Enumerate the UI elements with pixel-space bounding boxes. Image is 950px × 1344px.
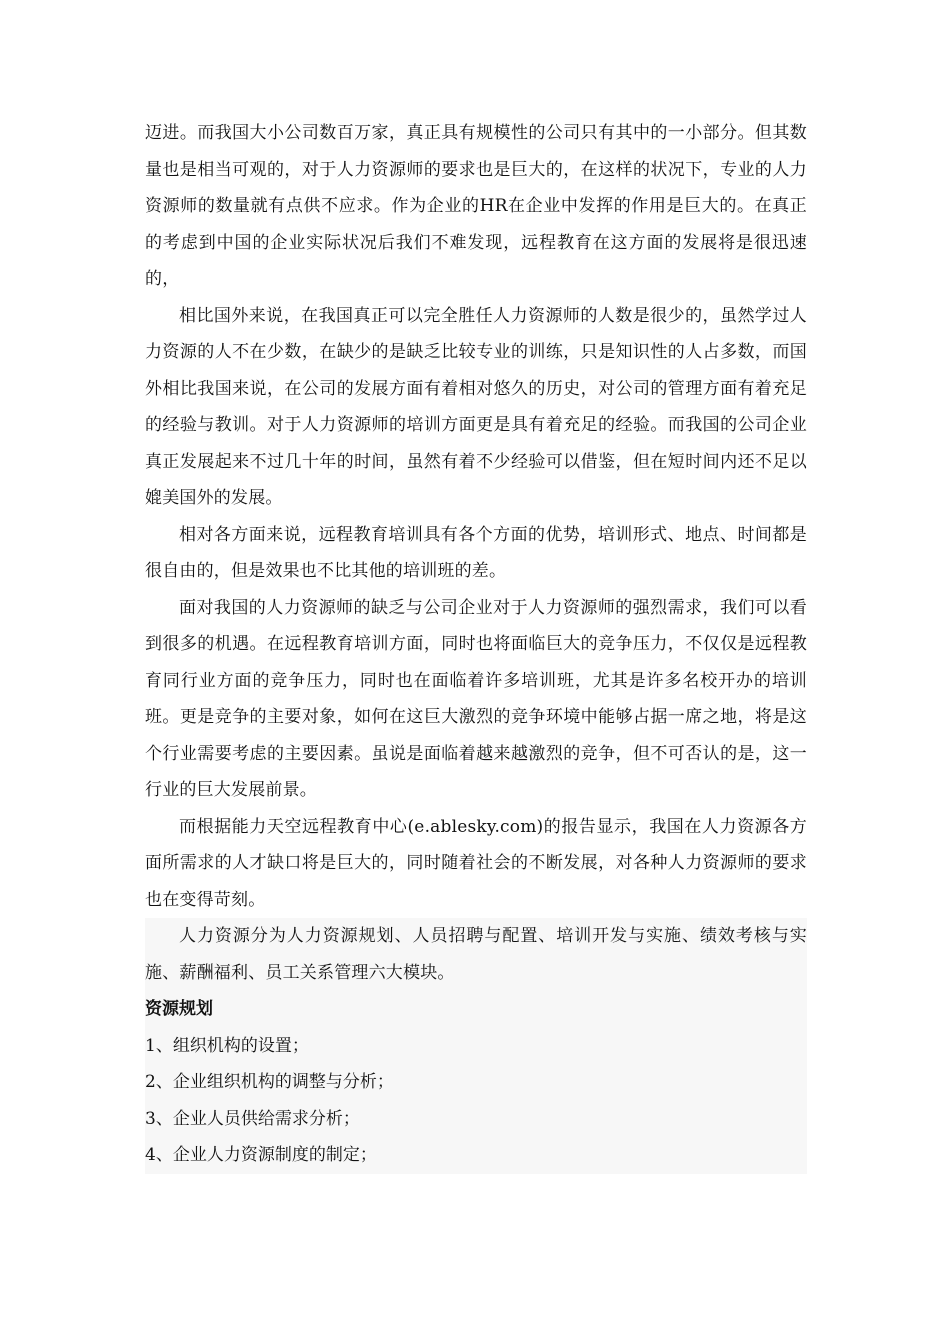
- list-item-2: 2、企业组织机构的调整与分析；: [145, 1072, 394, 1092]
- paragraph-1: 迈进。而我国大小公司数百万家，真正具有规模性的公司只有其中的一小部分。但其数量也是相当可观的，对于人力资源师的要求也是巨大的，在这样的状况下，专业的人力资源师的数量就有点供不应求。作为企业的HR在企业中发挥的作用是巨大的。在真正的考虑到中国的企业实际状况后我们不难发现，远程教育在这方面的发展将是很迅速的，: [145, 123, 807, 289]
- paragraph-5: 而根据能力天空远程教育中心(e.ablesky.com)的报告显示，我国在人力资源各方面所需求的人才缺口将是巨大的，同时随着社会的不断发展，对各种人力资源师的要求也在变得苛刻。: [145, 816, 807, 910]
- list-item-4: 4、企业人力资源制度的制定；: [145, 1145, 377, 1165]
- modules-intro: 人力资源分为人力资源规划、人员招聘与配置、培训开发与实施、绩效考核与实施、薪酬福利、员工关系管理六大模块。: [145, 926, 807, 983]
- section-heading: 资源规划: [145, 999, 213, 1019]
- modules-section: [145, 918, 807, 1174]
- list-item-3: 3、企业人员供给需求分析；: [145, 1108, 360, 1129]
- paragraph-3: 相对各方面来说，远程教育培训具有各个方面的优势，培训形式、地点、时间都是很自由的，但是效果也不比其他的培训班的差。: [145, 524, 807, 581]
- paragraph-4: 面对我国的人力资源师的缺乏与公司企业对于人力资源师的强烈需求，我们可以看到很多的机遇。在远程教育培训方面，同时也将面临巨大的竞争压力，不仅仅是远程教育同行业方面的竞争压力，同时也在面临着许多培训班，尤其是许多名校开办的培训班。更是竞争的主要对象，如何在这巨大激烈的竞争环境中能够占据一席之地，将是这个行业需要考虑的主要因素。虽说是面临着越来越激烈的竞争，但不可否认的是，这一行业的巨大发展前景。: [145, 597, 807, 800]
- document-page: [145, 115, 807, 1174]
- paragraph-2: 相比国外来说，在我国真正可以完全胜任人力资源师的人数是很少的，虽然学过人力资源的人不在少数，在缺少的是缺乏比较专业的训练，只是知识性的人占多数，而国外相比我国来说，在公司的发展方面有着相对悠久的历史，对公司的管理方面有着充足的经验与教训。对于人力资源师的培训方面更是具有着充足的经验。而我国的公司企业真正发展起来不过几十年的时间，虽然有着不少经验可以借鉴，但在短时间内还不足以媲美国外的发展。: [145, 305, 807, 508]
- list-item-1: 1、组织机构的设置；: [145, 1035, 309, 1056]
